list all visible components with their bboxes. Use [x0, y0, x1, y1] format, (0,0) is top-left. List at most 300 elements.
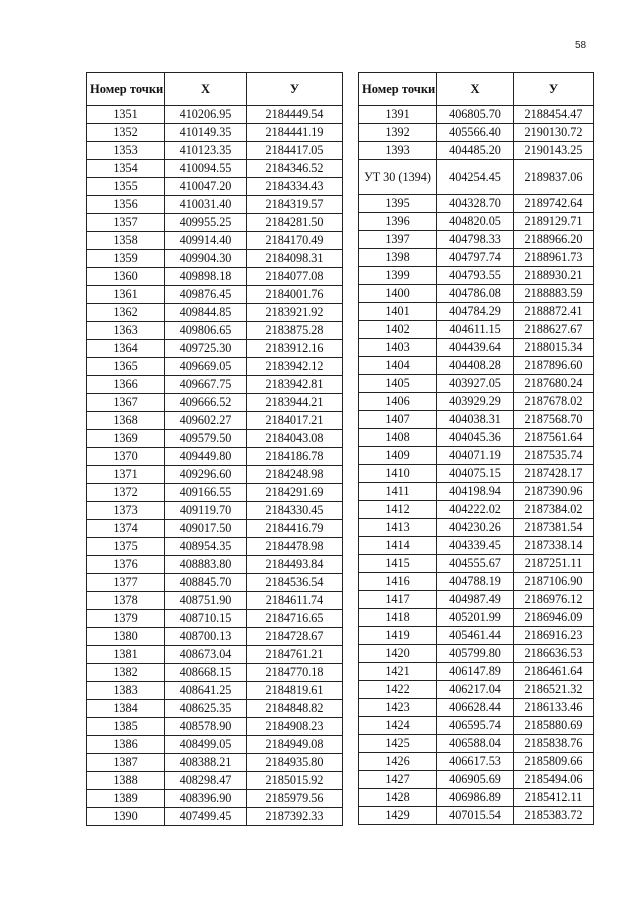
table-row — [87, 214, 343, 232]
cell-point-number: 1425 — [359, 735, 437, 753]
cell-point-number: 1393 — [359, 142, 437, 160]
table-row — [359, 267, 594, 285]
table-row — [359, 789, 594, 807]
cell-point-number: 1397 — [359, 231, 437, 249]
table-row — [359, 339, 594, 357]
cell-y: 2186976.12 — [514, 591, 594, 609]
cell-x: 409667.75 — [165, 376, 247, 394]
cell-x: 404075.15 — [437, 465, 514, 483]
table-row — [87, 610, 343, 628]
cell-point-number: 1361 — [87, 286, 165, 304]
table-row — [359, 735, 594, 753]
cell-x: 404987.49 — [437, 591, 514, 609]
cell-x: 409119.70 — [165, 502, 247, 520]
table-body-right — [359, 106, 594, 825]
table-row — [87, 160, 343, 178]
cell-x: 406147.89 — [437, 663, 514, 681]
cell-y: 2188627.67 — [514, 321, 594, 339]
cell-x: 410206.95 — [165, 106, 247, 124]
cell-point-number: 1396 — [359, 213, 437, 231]
cell-y: 2183944.21 — [247, 394, 343, 412]
cell-point-number: 1370 — [87, 448, 165, 466]
table-row — [359, 249, 594, 267]
cell-point-number: 1419 — [359, 627, 437, 645]
cell-y: 2184449.54 — [247, 106, 343, 124]
cell-x: 408673.04 — [165, 646, 247, 664]
cell-x: 404485.20 — [437, 142, 514, 160]
cell-point-number: 1409 — [359, 447, 437, 465]
table-row — [87, 286, 343, 304]
table-header-row — [359, 73, 594, 106]
cell-x: 408578.90 — [165, 718, 247, 736]
cell-point-number: 1422 — [359, 681, 437, 699]
table-row — [87, 808, 343, 826]
cell-x: 409806.65 — [165, 322, 247, 340]
table-row — [87, 574, 343, 592]
cell-y: 2187381.54 — [514, 519, 594, 537]
cell-x: 406805.70 — [437, 106, 514, 124]
cell-x: 410149.35 — [165, 124, 247, 142]
cell-point-number: 1427 — [359, 771, 437, 789]
table-row — [359, 609, 594, 627]
cell-x: 406986.89 — [437, 789, 514, 807]
cell-point-number: 1363 — [87, 322, 165, 340]
cell-point-number: 1375 — [87, 538, 165, 556]
cell-x: 405566.40 — [437, 124, 514, 142]
cell-y: 2184334.43 — [247, 178, 343, 196]
cell-y: 2185979.56 — [247, 790, 343, 808]
table-row — [359, 591, 594, 609]
table-row — [87, 196, 343, 214]
cell-x: 408388.21 — [165, 754, 247, 772]
cell-y: 2184728.67 — [247, 628, 343, 646]
cell-point-number: 1424 — [359, 717, 437, 735]
table-row — [359, 357, 594, 375]
table-row — [87, 718, 343, 736]
cell-x: 404555.67 — [437, 555, 514, 573]
table-row — [359, 681, 594, 699]
cell-y: 2184716.65 — [247, 610, 343, 628]
coordinates-table-right — [358, 72, 594, 825]
cell-y: 2184186.78 — [247, 448, 343, 466]
cell-y: 2187384.02 — [514, 501, 594, 519]
cell-x: 409898.18 — [165, 268, 247, 286]
cell-point-number: 1428 — [359, 789, 437, 807]
cell-x: 404798.33 — [437, 231, 514, 249]
table-row — [87, 250, 343, 268]
page-number: 58 — [575, 40, 587, 51]
table-row — [359, 519, 594, 537]
cell-point-number: 1392 — [359, 124, 437, 142]
cell-point-number: 1365 — [87, 358, 165, 376]
table-row — [87, 178, 343, 196]
table-row — [87, 358, 343, 376]
cell-point-number: 1423 — [359, 699, 437, 717]
cell-point-number: 1372 — [87, 484, 165, 502]
table-row — [359, 555, 594, 573]
cell-point-number: 1404 — [359, 357, 437, 375]
table-row — [359, 483, 594, 501]
cell-y: 2190143.25 — [514, 142, 594, 160]
cell-x: 404339.45 — [437, 537, 514, 555]
cell-x: 403929.29 — [437, 393, 514, 411]
table-row — [87, 628, 343, 646]
cell-x: 409017.50 — [165, 520, 247, 538]
cell-y: 2184761.21 — [247, 646, 343, 664]
cell-point-number: 1386 — [87, 736, 165, 754]
cell-x: 405461.44 — [437, 627, 514, 645]
cell-y: 2184536.54 — [247, 574, 343, 592]
table-row — [87, 484, 343, 502]
cell-point-number: 1403 — [359, 339, 437, 357]
cell-point-number: 1385 — [87, 718, 165, 736]
table-row — [87, 394, 343, 412]
cell-point-number: 1400 — [359, 285, 437, 303]
cell-y: 2186916.23 — [514, 627, 594, 645]
cell-y: 2184478.98 — [247, 538, 343, 556]
cell-point-number: 1362 — [87, 304, 165, 322]
cell-y: 2187390.96 — [514, 483, 594, 501]
coordinates-table-left — [86, 72, 343, 826]
cell-point-number: 1411 — [359, 483, 437, 501]
cell-x: 409602.27 — [165, 412, 247, 430]
cell-x: 404408.28 — [437, 357, 514, 375]
cell-point-number: 1426 — [359, 753, 437, 771]
table-row — [359, 501, 594, 519]
table-header-row — [87, 73, 343, 106]
cell-y: 2188454.47 — [514, 106, 594, 124]
cell-y: 2184098.31 — [247, 250, 343, 268]
cell-y: 2183912.16 — [247, 340, 343, 358]
cell-point-number: 1412 — [359, 501, 437, 519]
cell-x: 410094.55 — [165, 160, 247, 178]
header-y: У — [247, 73, 343, 106]
cell-x: 406905.69 — [437, 771, 514, 789]
table-row — [359, 195, 594, 213]
cell-x: 410123.35 — [165, 142, 247, 160]
cell-point-number: 1418 — [359, 609, 437, 627]
cell-x: 404820.05 — [437, 213, 514, 231]
cell-point-number: 1408 — [359, 429, 437, 447]
cell-x: 409914.40 — [165, 232, 247, 250]
table-body-left — [87, 106, 343, 826]
table-row — [359, 699, 594, 717]
cell-point-number: 1376 — [87, 556, 165, 574]
cell-point-number: 1382 — [87, 664, 165, 682]
cell-y: 2188015.34 — [514, 339, 594, 357]
cell-x: 409449.80 — [165, 448, 247, 466]
table-row — [87, 322, 343, 340]
cell-y: 2184848.82 — [247, 700, 343, 718]
cell-y: 2188961.73 — [514, 249, 594, 267]
cell-y: 2187568.70 — [514, 411, 594, 429]
table-row — [359, 429, 594, 447]
cell-x: 406217.04 — [437, 681, 514, 699]
table-row — [87, 106, 343, 124]
cell-x: 404788.19 — [437, 573, 514, 591]
cell-x: 409669.05 — [165, 358, 247, 376]
cell-point-number: 1417 — [359, 591, 437, 609]
table-row — [359, 573, 594, 591]
table-row — [359, 106, 594, 124]
table-row — [359, 160, 594, 195]
cell-x: 404328.70 — [437, 195, 514, 213]
cell-x: 404222.02 — [437, 501, 514, 519]
cell-y: 2187896.60 — [514, 357, 594, 375]
table-row — [359, 717, 594, 735]
cell-x: 404793.55 — [437, 267, 514, 285]
cell-y: 2183875.28 — [247, 322, 343, 340]
cell-point-number: 1395 — [359, 195, 437, 213]
cell-y: 2186521.32 — [514, 681, 594, 699]
cell-point-number: 1364 — [87, 340, 165, 358]
cell-y: 2184949.08 — [247, 736, 343, 754]
cell-point-number: 1407 — [359, 411, 437, 429]
cell-y: 2188930.21 — [514, 267, 594, 285]
cell-y: 2184001.76 — [247, 286, 343, 304]
cell-y: 2184346.52 — [247, 160, 343, 178]
cell-y: 2183942.12 — [247, 358, 343, 376]
cell-point-number: 1406 — [359, 393, 437, 411]
cell-y: 2184017.21 — [247, 412, 343, 430]
cell-point-number: 1429 — [359, 807, 437, 825]
cell-x: 404786.08 — [437, 285, 514, 303]
table-row — [87, 682, 343, 700]
cell-point-number: 1378 — [87, 592, 165, 610]
cell-x: 404784.29 — [437, 303, 514, 321]
table-row — [87, 736, 343, 754]
cell-point-number: 1390 — [87, 808, 165, 826]
cell-y: 2184281.50 — [247, 214, 343, 232]
cell-y: 2184291.69 — [247, 484, 343, 502]
cell-x: 404611.15 — [437, 321, 514, 339]
cell-point-number: 1388 — [87, 772, 165, 790]
cell-x: 406588.04 — [437, 735, 514, 753]
cell-y: 2184611.74 — [247, 592, 343, 610]
cell-point-number: 1421 — [359, 663, 437, 681]
table-row — [87, 304, 343, 322]
cell-x: 408845.70 — [165, 574, 247, 592]
cell-x: 404038.31 — [437, 411, 514, 429]
cell-y: 2185838.76 — [514, 735, 594, 753]
table-row — [359, 303, 594, 321]
cell-y: 2183921.92 — [247, 304, 343, 322]
cell-x: 410031.40 — [165, 196, 247, 214]
table-row — [87, 124, 343, 142]
table-row — [87, 772, 343, 790]
cell-y: 2185015.92 — [247, 772, 343, 790]
cell-x: 408625.35 — [165, 700, 247, 718]
table-row — [87, 430, 343, 448]
table-row — [87, 340, 343, 358]
cell-point-number: 1351 — [87, 106, 165, 124]
table-row — [359, 411, 594, 429]
cell-x: 406595.74 — [437, 717, 514, 735]
cell-point-number: 1352 — [87, 124, 165, 142]
cell-point-number: 1377 — [87, 574, 165, 592]
cell-x: 409725.30 — [165, 340, 247, 358]
table-row — [359, 465, 594, 483]
table-row — [87, 664, 343, 682]
cell-x: 405201.99 — [437, 609, 514, 627]
cell-y: 2184077.08 — [247, 268, 343, 286]
cell-y: 2187251.11 — [514, 555, 594, 573]
cell-point-number: 1398 — [359, 249, 437, 267]
cell-x: 408396.90 — [165, 790, 247, 808]
cell-y: 2187561.64 — [514, 429, 594, 447]
table-row — [359, 142, 594, 160]
table-row — [359, 753, 594, 771]
table-row — [359, 627, 594, 645]
cell-y: 2184770.18 — [247, 664, 343, 682]
cell-x: 403927.05 — [437, 375, 514, 393]
table-row — [359, 124, 594, 142]
cell-y: 2189742.64 — [514, 195, 594, 213]
cell-point-number: 1410 — [359, 465, 437, 483]
cell-point-number: 1358 — [87, 232, 165, 250]
cell-x: 408751.90 — [165, 592, 247, 610]
cell-y: 2184935.80 — [247, 754, 343, 772]
table-row — [359, 375, 594, 393]
cell-point-number: 1402 — [359, 321, 437, 339]
cell-point-number: 1413 — [359, 519, 437, 537]
cell-point-number: 1416 — [359, 573, 437, 591]
table-row — [359, 447, 594, 465]
cell-x: 404254.45 — [437, 160, 514, 195]
table-row — [359, 285, 594, 303]
table-row — [359, 663, 594, 681]
table-row — [87, 376, 343, 394]
table-row — [87, 232, 343, 250]
cell-y: 2184441.19 — [247, 124, 343, 142]
cell-point-number: 1371 — [87, 466, 165, 484]
table-row — [359, 537, 594, 555]
cell-y: 2189837.06 — [514, 160, 594, 195]
cell-y: 2184493.84 — [247, 556, 343, 574]
cell-point-number: 1369 — [87, 430, 165, 448]
cell-y: 2188872.41 — [514, 303, 594, 321]
cell-y: 2187338.14 — [514, 537, 594, 555]
cell-x: 404071.19 — [437, 447, 514, 465]
cell-point-number: 1389 — [87, 790, 165, 808]
cell-point-number: 1381 — [87, 646, 165, 664]
cell-y: 2190130.72 — [514, 124, 594, 142]
table-row — [359, 645, 594, 663]
table-row — [87, 142, 343, 160]
table-row — [87, 412, 343, 430]
cell-point-number: 1380 — [87, 628, 165, 646]
cell-x: 404198.94 — [437, 483, 514, 501]
cell-y: 2187106.90 — [514, 573, 594, 591]
cell-point-number: 1356 — [87, 196, 165, 214]
table-row — [87, 556, 343, 574]
cell-point-number: 1379 — [87, 610, 165, 628]
cell-point-number: 1387 — [87, 754, 165, 772]
cell-y: 2184819.61 — [247, 682, 343, 700]
cell-y: 2184170.49 — [247, 232, 343, 250]
cell-point-number: 1383 — [87, 682, 165, 700]
table-row — [359, 321, 594, 339]
cell-x: 404797.74 — [437, 249, 514, 267]
cell-x: 409876.45 — [165, 286, 247, 304]
cell-y: 2186133.46 — [514, 699, 594, 717]
cell-point-number: 1405 — [359, 375, 437, 393]
cell-y: 2186461.64 — [514, 663, 594, 681]
cell-point-number: 1368 — [87, 412, 165, 430]
cell-y: 2188966.20 — [514, 231, 594, 249]
cell-point-number: 1414 — [359, 537, 437, 555]
table-row — [87, 448, 343, 466]
cell-x: 407499.45 — [165, 808, 247, 826]
table-row — [359, 231, 594, 249]
header-point-number: Номер точки — [359, 73, 437, 106]
table-row — [87, 700, 343, 718]
cell-x: 409666.52 — [165, 394, 247, 412]
cell-y: 2187678.02 — [514, 393, 594, 411]
cell-y: 2185412.11 — [514, 789, 594, 807]
cell-x: 404439.64 — [437, 339, 514, 357]
table-row — [359, 393, 594, 411]
cell-y: 2188883.59 — [514, 285, 594, 303]
cell-y: 2184417.05 — [247, 142, 343, 160]
header-point-number: Номер точки — [87, 73, 165, 106]
cell-x: 408668.15 — [165, 664, 247, 682]
table-row — [87, 790, 343, 808]
table-row — [359, 807, 594, 825]
cell-y: 2189129.71 — [514, 213, 594, 231]
table-row — [359, 213, 594, 231]
cell-point-number: 1367 — [87, 394, 165, 412]
cell-y: 2184248.98 — [247, 466, 343, 484]
cell-x: 408641.25 — [165, 682, 247, 700]
table-row — [87, 538, 343, 556]
cell-y: 2186946.09 — [514, 609, 594, 627]
cell-y: 2185383.72 — [514, 807, 594, 825]
cell-point-number: 1401 — [359, 303, 437, 321]
cell-x: 408700.13 — [165, 628, 247, 646]
cell-x: 405799.80 — [437, 645, 514, 663]
table-row — [87, 268, 343, 286]
cell-x: 409955.25 — [165, 214, 247, 232]
table-row — [87, 592, 343, 610]
cell-y: 2183942.81 — [247, 376, 343, 394]
cell-y: 2187535.74 — [514, 447, 594, 465]
cell-x: 409844.85 — [165, 304, 247, 322]
cell-y: 2187428.17 — [514, 465, 594, 483]
cell-x: 408499.05 — [165, 736, 247, 754]
cell-y: 2184330.45 — [247, 502, 343, 520]
cell-y: 2185880.69 — [514, 717, 594, 735]
cell-x: 408883.80 — [165, 556, 247, 574]
cell-x: 408954.35 — [165, 538, 247, 556]
cell-x: 404230.26 — [437, 519, 514, 537]
cell-point-number: 1373 — [87, 502, 165, 520]
cell-point-number: 1420 — [359, 645, 437, 663]
cell-x: 406628.44 — [437, 699, 514, 717]
table-row — [87, 502, 343, 520]
cell-point-number: 1391 — [359, 106, 437, 124]
table-row — [359, 771, 594, 789]
header-y: У — [514, 73, 594, 106]
cell-y: 2184908.23 — [247, 718, 343, 736]
cell-point-number: 1354 — [87, 160, 165, 178]
table-row — [87, 520, 343, 538]
cell-y: 2184416.79 — [247, 520, 343, 538]
cell-x: 409296.60 — [165, 466, 247, 484]
cell-y: 2185494.06 — [514, 771, 594, 789]
cell-point-number: 1360 — [87, 268, 165, 286]
cell-y: 2187680.24 — [514, 375, 594, 393]
